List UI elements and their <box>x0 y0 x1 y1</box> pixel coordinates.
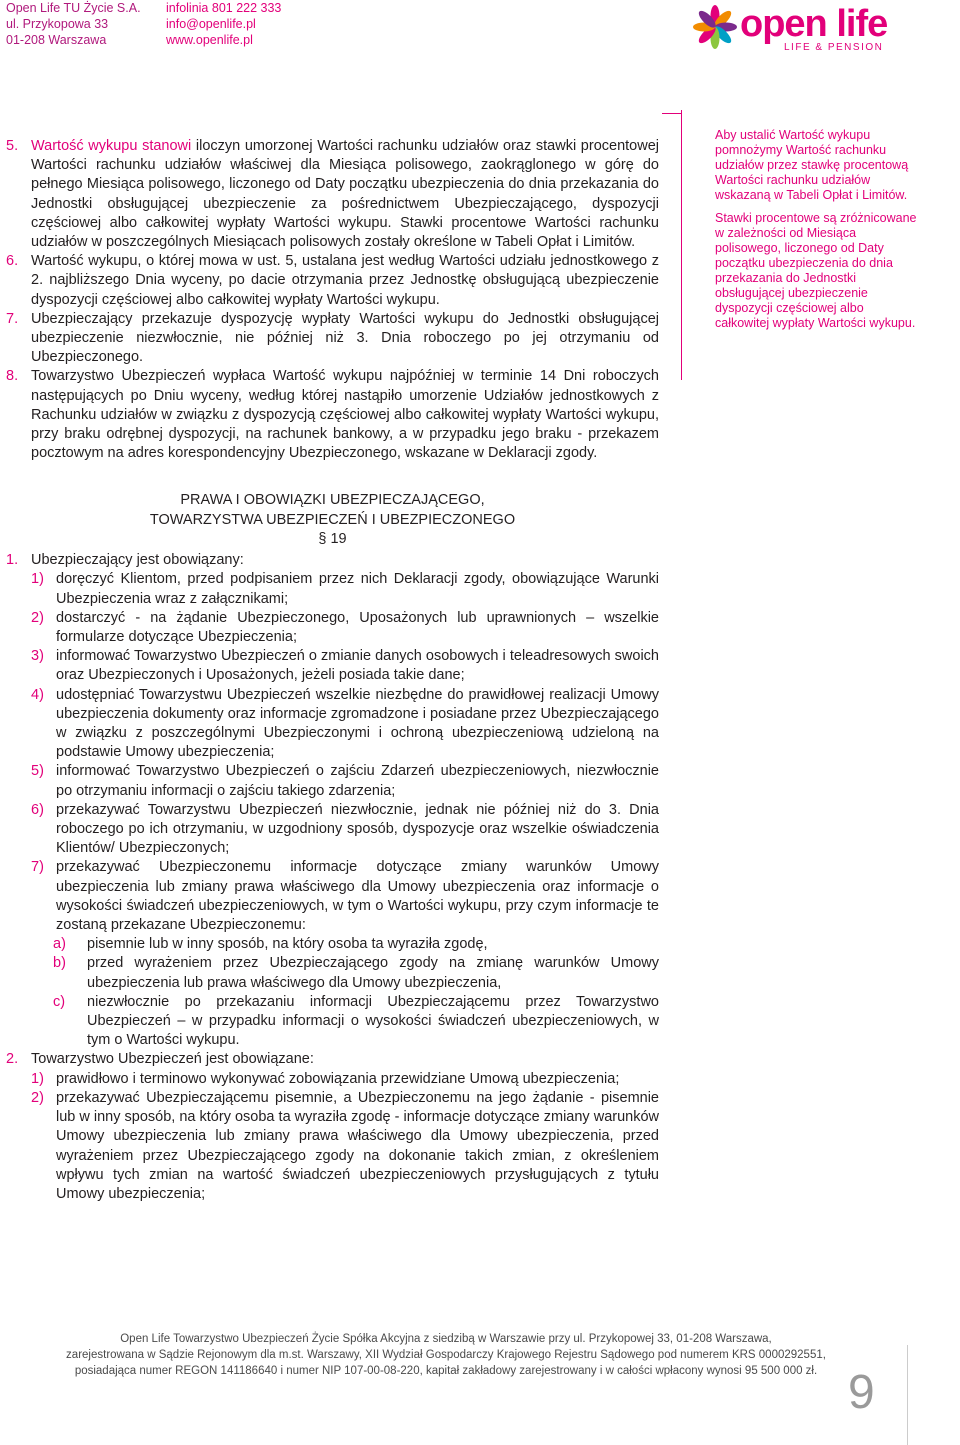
legal-footer <box>66 1331 826 1379</box>
item-text: doręczyć Klientom, przed podpisaniem przez nich Deklaracji zgody, obowiązujące Warunki Ubezpieczenia wraz z załącznikami; <box>56 571 659 607</box>
company-name: Open Life TU Życie S.A. <box>6 1 141 15</box>
website-link[interactable]: www.openlife.pl <box>166 33 253 47</box>
item-lead: Wartość wykupu stanowi <box>31 138 192 154</box>
list-item <box>6 762 659 800</box>
item-text: dostarczyć - na żądanie Ubezpieczonego, Uposażonych lub uprawnionych – wszelkie formularze dotyczące Ubezpieczenia; <box>56 609 659 646</box>
item-number: b) <box>53 955 66 972</box>
item-text: niezwłocznie po przekazaniu informacji Ubezpieczającemu przez Towarzystwo Ubezpieczeń – w przypadku informacji o wysokości świadczeń ubezpieczeniowych, w tym o Wartości wykupu. <box>87 993 659 1049</box>
item-number: 8. <box>6 368 19 385</box>
item-text: Towarzystwo Ubezpieczeń wypłaca Wartość wykupu najpóźniej w terminie 14 Dni roboczych następujących po Dniu wyceny, według której nastąpiło umorzenie Udziałów jednostkowych z Rachunku udziałów w związku z dyspozycją częściowej albo całkowitej wypłaty Wartości wykupu, przy braku odrębnej dyspozycji, na rachunek bankowy, a w przypadku jego braku - przekazem pocztowym na adres korespondencyjny Ubezpieczonego, wskazane w Deklaracji zgody. <box>31 368 659 462</box>
company-city: 01-208 Warszawa <box>6 33 107 47</box>
item-number <box>6 686 56 763</box>
item-number: 5. <box>6 138 19 154</box>
email-link[interactable]: info@openlife.pl <box>166 17 256 31</box>
item-number <box>6 647 56 685</box>
company-contact <box>166 0 281 48</box>
list-item <box>6 551 659 570</box>
list-item <box>6 1050 659 1069</box>
list-item <box>6 647 659 685</box>
item-number: a) <box>53 936 66 953</box>
item-text: Ubezpieczający przekazuje dyspozycję wypłaty Wartości wykupu do Jednostki obsługującej ubezpieczenie niezwłocznie, nie później niż 3. Dnia roboczego po jej otrzymaniu od Ubezpieczonego. <box>31 310 659 366</box>
list-item <box>6 367 659 463</box>
list-item <box>53 993 659 1051</box>
item-number-label: 4) <box>31 686 44 703</box>
item-text: przed wyrażeniem przez Ubezpieczającego zgody na zmianę warunków Umowy ubezpieczenia lub prawa właściwego dla Umowy ubezpieczenia, <box>87 955 659 991</box>
item-number <box>6 762 56 800</box>
item-text: Ubezpieczający jest obowiązany: <box>31 552 244 569</box>
item-text: informować Towarzystwo Ubezpieczeń o zajściu Zdarzeń ubezpieczeniowych, niezwłocznie po otrzymaniu informacji o zajściu takiego zdarzenia; <box>56 763 659 799</box>
item-number-label: 5) <box>31 763 44 780</box>
footer-line: zarejestrowana w Sądzie Rejonowym dla m.st. Warszawy, XII Wydział Gospodarczy Krajowego Rejestru Sądowego pod numerem KRS 0000292551, <box>66 1349 826 1361</box>
company-street: ul. Przykopowa 33 <box>6 17 109 31</box>
item-number: 1. <box>6 552 19 569</box>
item-number-label: 3) <box>31 648 44 665</box>
obligations-list <box>6 1070 659 1204</box>
item-number: 7. <box>6 310 19 327</box>
item-number-label: 1) <box>31 571 44 588</box>
item-number-label: 2) <box>31 1089 44 1106</box>
item-number: c) <box>53 993 66 1010</box>
item-number <box>6 1070 56 1089</box>
item-number: 2. <box>6 1051 19 1068</box>
logo-wordmark: open life <box>740 3 888 45</box>
item-number-label: 7) <box>31 859 44 876</box>
item-number <box>6 570 56 608</box>
item-text: przekazywać Ubezpieczającemu pisemnie, a Ubezpieczonemu na jego żądanie - pisemnie lub w inny sposób, na który osoba ta wyraziła zgodę - informacje dotyczące zmiany warunków Umowy ubezpieczenia lub zmiany prawa właściwego dla Umowy ubezpieczenia, przed wyrażeniem przez Ubezpieczającego zgody na dokonanie takich zmian, z określeniem wpływu tych zmian na wartość świadczeń ubezpieczeniowych przysługujących z tytułu Umowy ubezpieczenia; <box>56 1089 659 1202</box>
article-continuation <box>6 137 659 463</box>
item-text: przekazywać Ubezpieczonemu informacje dotyczące zmiany warunków Umowy ubezpieczenia lub zmiany prawa właściwego dla Umowy ubezpieczenia oraz informacje o wysokości świadczeń ubezpieczeniowych, w tym o Wartości wykupu, przy czym informacje te zostaną przekazane Ubezpieczonemu: <box>56 859 659 934</box>
list-item <box>6 609 659 647</box>
section-title-line1: PRAWA I OBOWIĄZKI UBEZPIECZAJĄCEGO, <box>180 492 485 508</box>
company-address <box>6 0 141 48</box>
section-19 <box>6 490 659 1204</box>
item-number <box>6 609 56 647</box>
footer-line: Open Life Towarzystwo Ubezpieczeń Życie Spółka Akcyjna z siedzibą w Warszawie przy ul. Przykopowej 33, 01-208 Warszawa, <box>120 1333 772 1345</box>
list-item <box>53 954 659 992</box>
item-text: Wartość wykupu, o której mowa w ust. 5, ustalana jest według Wartości udziału jednostkowego z 2. najbliższego Dnia wyceny, po dacie otrzymania przez Jednostkę obsługującą ubezpieczenie dyspozycji częściowej albo całkowitej wypłaty Wartości wykupu. <box>31 253 659 308</box>
item-number <box>6 801 56 859</box>
item-number-label: 6) <box>31 801 44 818</box>
list-item <box>6 858 659 935</box>
page-number-divider <box>907 1345 908 1445</box>
item-text: pisemnie lub w inny sposób, na który osoba ta wyraziła zgodę, <box>87 936 488 953</box>
item-text: udostępniać Towarzystwu Ubezpieczeń wszelkie niezbędne do prawidłowej realizacji Umowy ubezpieczenia dokumenty oraz informacje zgromadzone i posiadane przez Ubezpieczającego w związku z poszczególnymi Ubezpieczonymi i ochroną ubezpieczeniową udzieloną na podstawie Umowy ubezpieczenia; <box>56 686 659 761</box>
flower-icon <box>692 4 738 50</box>
item-text: Towarzystwo Ubezpieczeń jest obowiązane: <box>31 1051 314 1068</box>
open-life-logo <box>692 2 892 54</box>
item-number-label: 2) <box>31 609 44 626</box>
list-item <box>6 1089 659 1204</box>
list-item <box>6 310 659 368</box>
item-text: prawidłowo i terminowo wykonywać zobowiązania przewidziane Umową ubezpieczenia; <box>56 1070 620 1087</box>
item-text: przekazywać Towarzystwu Ubezpieczeń niezwłocznie, jednak nie później niż do 3. Dnia roboczego po ich otrzymaniu, w uzgodniony sposób, dyspozycje oraz wszelkie oświadczenia Klientów/ Ubezpieczonych; <box>56 801 659 857</box>
margin-note: Stawki procentowe są zróżnicowane w zależności od Miesiąca polisowego, liczonego od Daty początku ubezpieczenia do dnia przekazania do Jednostki obsługującej ubezpieczenie dyspozycji częściowej albo całkowitej wypłaty Wartości wykupu. <box>715 211 917 330</box>
margin-notes <box>715 128 920 339</box>
item-body: iloczyn umorzonej Wartości rachunku udziałów oraz stawki procentowej Wartości rachunku udziałów właściwej dla Miesiąca polisowego, zaokrąglonego w górę do pełnego Miesiąca polisowego, liczonego od Daty początku ubezpieczenia do dnia przekazania do Jednostki obsługującej ubezpieczenie za pośrednictwem Ubezpieczającego, dyspozycji częściowej albo całkowitej wypłaty Wartości wykupu. Stawki procentowe Wartości rachunku udziałów w poszczególnych Miesiącach polisowych zostały określone w Tabeli Opłat i Limitów. <box>31 138 659 251</box>
section-title-line2: TOWARZYSTWA UBEZPIECZEŃ I UBEZPIECZONEGO <box>149 512 516 528</box>
list-item <box>6 801 659 859</box>
logo-tagline: LIFE & PENSION <box>784 42 884 53</box>
item-text: informować Towarzystwo Ubezpieczeń o zmianie danych osobowych i teleadresowych swoich oraz Ubezpieczonych i Uposażonych, jeżeli posiada takie dane; <box>56 648 659 684</box>
margin-note: Aby ustalić Wartość wykupu pomnożymy Wartość rachunku udziałów przez stawkę procentową Wartości rachunku udziałów wskazaną w Tabeli Opłat i Limitów. <box>715 128 909 202</box>
item-number <box>6 858 56 935</box>
list-item <box>6 137 659 252</box>
hotline: infolinia 801 222 333 <box>166 1 282 15</box>
list-item <box>6 570 659 608</box>
list-item <box>6 686 659 763</box>
obligations-sublist <box>6 935 659 1050</box>
list-item <box>6 252 659 310</box>
paragraph-number: § 19 <box>318 531 347 547</box>
sidebar-tick <box>662 113 682 114</box>
sidebar-divider <box>681 110 682 380</box>
footer-line: posiadająca numer REGON 141186640 i numer NIP 107-00-08-220, kapitał zakładowy zarejestrowany i w całości wpłacony wynosi 95 500 000 zł. <box>74 1365 818 1377</box>
item-text <box>31 137 659 252</box>
list-item <box>6 1070 659 1089</box>
list-item <box>53 935 659 954</box>
obligations-list <box>6 570 659 935</box>
item-number-label: 1) <box>31 1070 44 1087</box>
item-number <box>6 1089 56 1204</box>
page-number: 9 <box>848 1366 875 1419</box>
item-number: 6. <box>6 253 19 270</box>
